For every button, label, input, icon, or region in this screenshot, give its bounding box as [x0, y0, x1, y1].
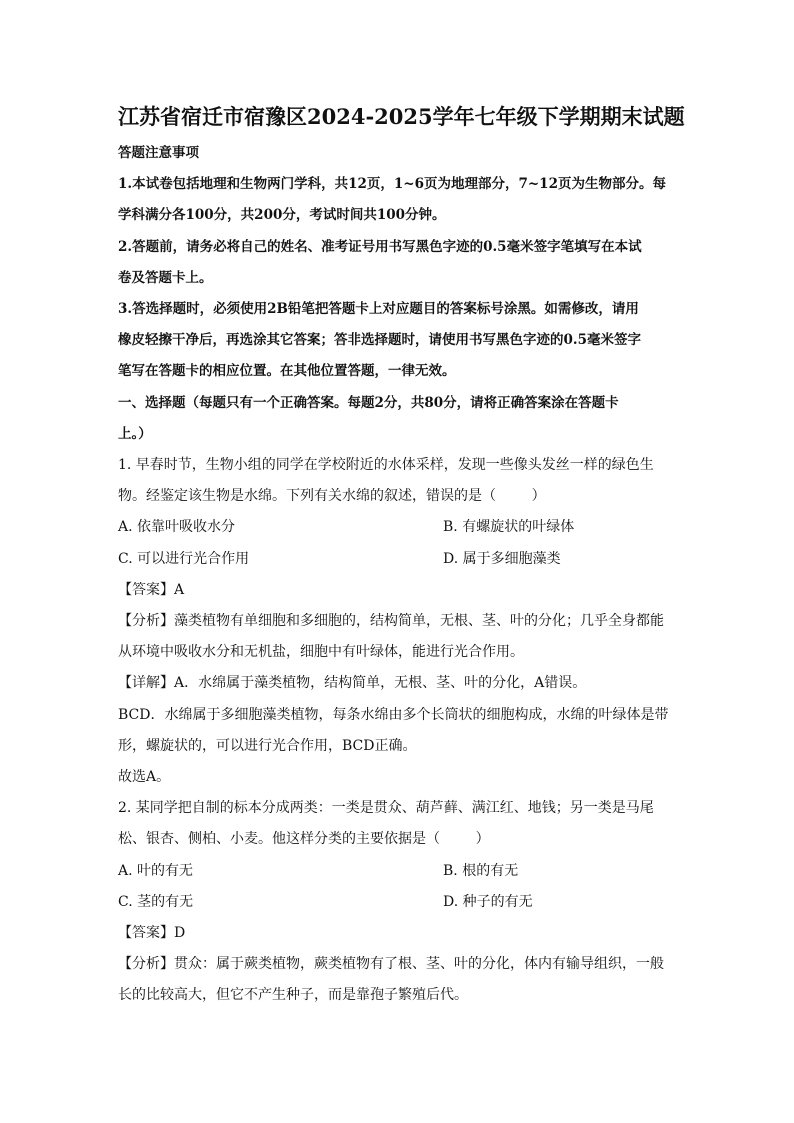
question-1-answer — [118, 575, 678, 606]
notice-line: 卷及答题卡上。 — [118, 269, 213, 286]
question-1-detail: 形，螺旋状的，可以进行光合作用，BCD正确。 — [118, 737, 417, 754]
question-1-options-row — [118, 512, 678, 543]
answer-tag: 【答案】 — [118, 925, 174, 942]
option-a: A. 依靠叶吸收水分 — [118, 519, 236, 536]
option-d: D. 种子的有无 — [443, 893, 533, 910]
option-c: C. 茎的有无 — [118, 893, 194, 910]
question-1-options-row — [118, 544, 678, 575]
answer-tag: 【答案】 — [118, 581, 174, 598]
answer-value: A — [174, 581, 185, 598]
question-1-stem: 物。经鉴定该生物是水绵。下列有关水绵的叙述，错误的是（ ） — [118, 488, 546, 505]
notice-line: 3.答选择题时，必须使用2B铅笔把答题卡上对应题目的答案标号涂黑。如需修改，请用 — [118, 301, 639, 318]
question-1-detail — [118, 668, 678, 699]
option-a: A. 叶的有无 — [118, 862, 194, 879]
option-b: B. 根的有无 — [443, 862, 519, 879]
option-d: D. 属于多细胞藻类 — [443, 550, 561, 567]
notice-line: 橡皮轻擦干净后，再选涂其它答案；答非选择题时，请使用书写黑色字迹的0.5毫米签字 — [118, 332, 641, 349]
question-1-analysis: 从环境中吸收水分和无机盐，细胞中有叶绿体，能进行光合作用。 — [118, 644, 524, 661]
question-1-analysis — [118, 606, 678, 637]
question-2-options-row — [118, 887, 678, 918]
detail-tag: 【详解】 — [118, 675, 174, 692]
answer-value: D — [174, 925, 186, 942]
option-b: B. 有螺旋状的叶绿体 — [443, 519, 575, 536]
section-heading: 上。） — [118, 425, 152, 442]
question-2-analysis — [118, 949, 678, 980]
detail-text: A．水绵属于藻类植物，结构简单，无根、茎、叶的分化，A错误。 — [174, 675, 587, 692]
notice-line: 1.本试卷包括地理和生物两门学科，共12页，1~6页为地理部分，7~12页为生物部分。每 — [118, 176, 666, 193]
notice-line: 笔写在答题卡的相应位置。在其他位置答题，一律无效。 — [118, 363, 456, 380]
question-2-stem: 2. 某同学把自制的标本分成两类：一类是贯众、葫芦藓、满江红、地钱；另一类是马尾 — [118, 800, 654, 817]
section-heading: 一、选择题（每题只有一个正确答案。每题2分，共80分，请将正确答案涂在答题卡 — [118, 394, 619, 411]
question-1-detail: 故选A。 — [118, 769, 171, 786]
document-content — [118, 100, 685, 1012]
question-1-detail: BCD．水绵属于多细胞藻类植物，每条水绵由多个长筒状的细胞构成，水绵的叶绿体是带 — [118, 706, 669, 723]
notice-line: 2.答题前，请务必将自己的姓名、准考证号用书写黑色字迹的0.5毫米签字笔填写在本试 — [118, 238, 642, 255]
option-c: C. 可以进行光合作用 — [118, 550, 250, 567]
question-2-stem: 松、银杏、侧柏、小麦。他这样分类的主要依据是（ ） — [118, 831, 490, 848]
question-2-options-row — [118, 856, 678, 887]
analysis-text: 贯众：属于蕨类植物，蕨类植物有了根、茎、叶的分化，体内有输导组织，一般 — [174, 956, 664, 973]
notice-line: 学科满分各100分，共200分，考试时间共100分钟。 — [118, 207, 446, 224]
analysis-tag: 【分析】 — [118, 613, 174, 630]
notice-heading: 答题注意事项 — [118, 145, 199, 161]
question-1-stem: 1. 早春时节，生物小组的同学在学校附近的水体采样，发现一些像头发丝一样的绿色生 — [118, 457, 654, 474]
page-title: 江苏省宿迁市宿豫区2024-2025学年七年级下学期期末试题 — [118, 104, 685, 129]
question-2-answer — [118, 918, 678, 949]
question-2-analysis: 长的比较高大，但它不产生种子，而是靠孢子繁殖后代。 — [118, 987, 468, 1004]
analysis-text: 藻类植物有单细胞和多细胞的，结构简单，无根、茎、叶的分化；几乎全身都能 — [174, 613, 664, 630]
analysis-tag: 【分析】 — [118, 956, 174, 973]
